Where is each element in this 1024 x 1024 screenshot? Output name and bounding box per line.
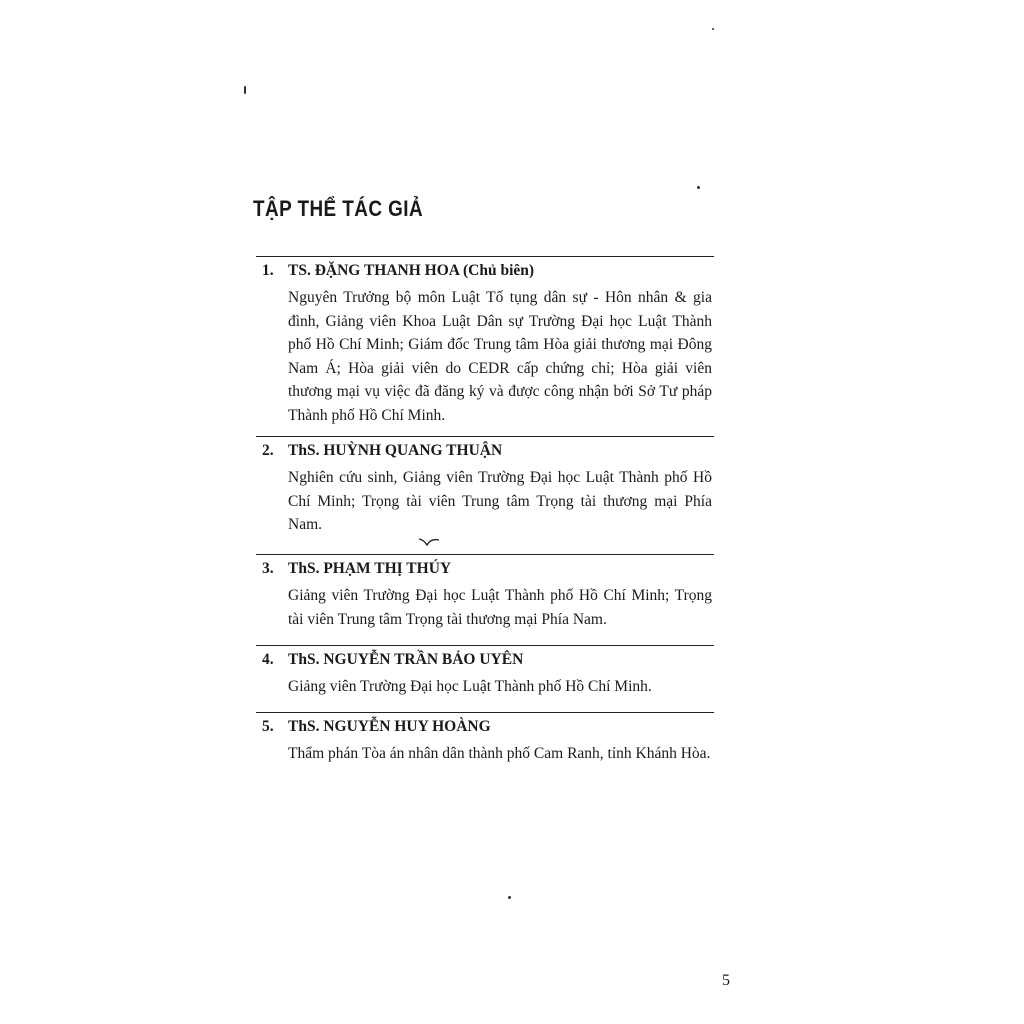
author-number: 3. xyxy=(262,560,274,577)
divider-rule xyxy=(256,712,714,713)
page-number: 5 xyxy=(722,972,730,989)
divider-rule xyxy=(256,256,714,257)
divider-rule xyxy=(256,554,714,555)
scan-speck xyxy=(244,86,246,94)
scan-speck xyxy=(712,28,714,30)
author-number: 4. xyxy=(262,651,274,668)
scan-mark xyxy=(418,536,440,548)
author-name: ThS. PHẠM THỊ THÚY xyxy=(288,560,452,577)
author-entry-3 xyxy=(256,554,716,631)
page-title: TẬP THỂ TÁC GIẢ xyxy=(253,196,424,221)
author-number: 1. xyxy=(262,262,274,279)
author-entry-5 xyxy=(256,712,716,766)
author-number: 5. xyxy=(262,718,274,735)
author-description: Giảng viên Trường Đại học Luật Thành phố Hồ Chí Minh. xyxy=(288,678,652,695)
author-description: Thẩm phán Tòa án nhân dân thành phố Cam Ranh, tỉnh Khánh Hòa. xyxy=(288,745,711,762)
divider-rule xyxy=(256,436,714,437)
author-description: Nguyên Trưởng bộ môn Luật Tố tụng dân sự - Hôn nhân & gia đình, Giảng viên Khoa Luật Dân sự Trường Đại học Luật Thành phố Hồ Chí Minh; Giám đốc Trung tâm Hòa giải thương mại Đông Nam Á; Hòa giải viên do CEDR cấp chứng chỉ; Hòa giải viên thương mại vụ việc đã đăng ký và được công nhận bởi Sở Tư pháp Thành phố Hồ Chí Minh. xyxy=(288,289,712,424)
author-name: TS. ĐẶNG THANH HOA (Chủ biên) xyxy=(288,262,535,279)
author-name: ThS. NGUYỄN HUY HOÀNG xyxy=(288,718,491,735)
scan-speck xyxy=(697,186,700,189)
divider-rule xyxy=(256,645,714,646)
author-description: Giảng viên Trường Đại học Luật Thành phố Hồ Chí Minh; Trọng tài viên Trung tâm Trọng tài thương mại Phía Nam. xyxy=(288,587,712,628)
author-description: Nghiên cứu sinh, Giảng viên Trường Đại học Luật Thành phố Hồ Chí Minh; Trọng tài viên Trung tâm Trọng tài thương mại Phía Nam. xyxy=(288,469,712,533)
author-name: ThS. NGUYỄN TRẦN BẢO UYÊN xyxy=(288,651,524,668)
scan-speck xyxy=(508,896,511,899)
author-entry-2 xyxy=(256,436,716,537)
author-entry-4 xyxy=(256,645,716,699)
author-name: ThS. HUỲNH QUANG THUẬN xyxy=(288,442,503,459)
author-entry-1 xyxy=(256,256,716,427)
author-number: 2. xyxy=(262,442,274,459)
